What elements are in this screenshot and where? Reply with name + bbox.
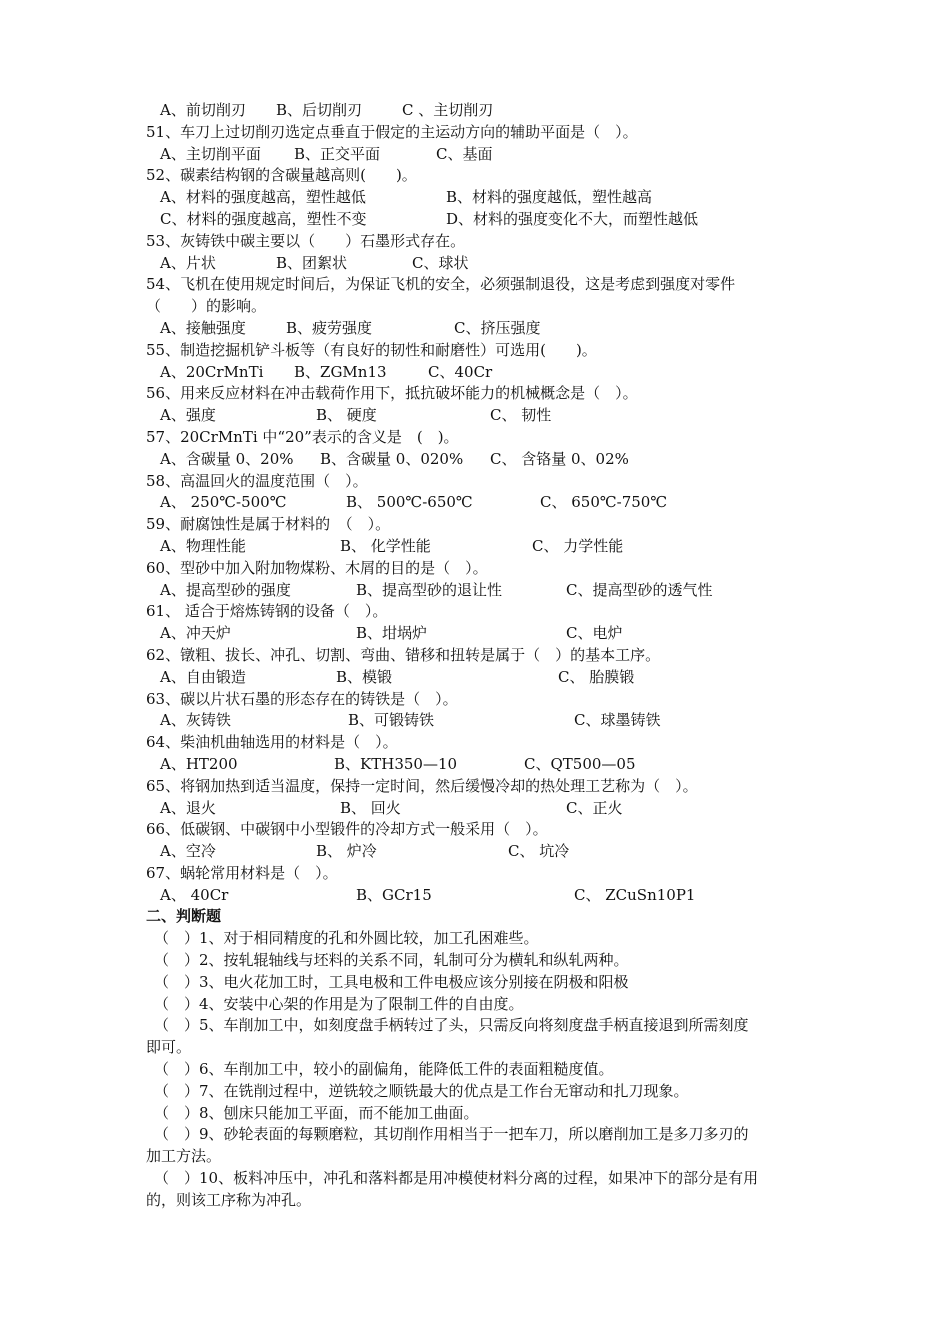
option: C、40Cr (428, 362, 493, 381)
option: B、可锻铸铁 (348, 711, 435, 730)
judgment-item: （ ）9、砂轮表面的每颗磨粒，其切削作用相当于一把车刀，所以磨削加工是多刀多刃的 (154, 1125, 749, 1144)
option: C、基面 (436, 144, 493, 163)
option: A、材料的强度越高，塑性越低 (160, 188, 366, 207)
option: B、 回火 (340, 798, 401, 817)
option: A、强度 (160, 406, 216, 425)
question-continuation: （ ）的影响。 (146, 297, 267, 316)
section-heading: 二、判断题 (146, 907, 222, 926)
option: C、 胎膜锻 (558, 667, 635, 686)
options-row (146, 405, 826, 427)
question: 56、用来反应材料在冲击载荷作用下，抵抗破坏能力的机械概念是（ ）。 (146, 384, 638, 403)
options-row (146, 318, 826, 340)
judgment-continuation: 即可。 (146, 1038, 192, 1057)
option: B、ZGMn13 (294, 362, 387, 381)
option: A、自由锻造 (160, 667, 246, 686)
option: B、 化学性能 (340, 536, 431, 555)
question: 58、高温回火的温度范围（ ）。 (146, 471, 368, 490)
option: A、HT200 (160, 754, 238, 773)
option: C、QT500—05 (524, 754, 636, 773)
option: B、团絮状 (276, 253, 348, 272)
option: A、 40Cr (160, 885, 229, 904)
judgment-item: （ ）10、板料冲压中，冲孔和落料都是用冲模使材料分离的过程，如果冲下的部分是有用 (154, 1169, 759, 1188)
option: A、 250℃-500℃ (160, 493, 287, 512)
options-row (146, 253, 826, 275)
options-row (146, 798, 826, 820)
question: 57、20CrMnTi 中“20”表示的含义是 ( )。 (146, 427, 459, 446)
judgment-continuation: 的，则该工序称为冲孔。 (146, 1190, 312, 1209)
options-row (146, 492, 826, 514)
option: B、 500℃-650℃ (346, 493, 473, 512)
option: A、片状 (160, 253, 216, 272)
option: B、 炉冷 (316, 842, 377, 861)
judgment-item: （ ）7、在铣削过程中，逆铣较之顺铣最大的优点是工作台无窜动和扎刀现象。 (154, 1081, 689, 1100)
option: B、提高型砂的退让性 (356, 580, 503, 599)
option: C、球状 (412, 253, 469, 272)
question: 60、型砂中加入附加物煤粉、木屑的目的是（ ）。 (146, 558, 488, 577)
option: C、提高型砂的透气性 (566, 580, 713, 599)
option: B、含碳量 0、020% (320, 449, 464, 468)
option: B、材料的强度越低，塑性越高 (446, 188, 653, 207)
option: B、GCr15 (356, 885, 432, 904)
options-row (146, 449, 826, 471)
option: C 、主切削刃 (402, 101, 494, 119)
question: 63、碳以片状石墨的形态存在的铸铁是（ ）。 (146, 689, 458, 708)
options-row (146, 667, 826, 689)
question: 51、车刀上过切削刃选定点垂直于假定的主运动方向的辅助平面是（ ）。 (146, 122, 638, 141)
options-row (146, 187, 826, 209)
option: B、 硬度 (316, 406, 377, 425)
option: C、材料的强度越高，塑性不变 (160, 209, 367, 228)
judgment-item: （ ）4、安装中心架的作用是为了限制工件的自由度。 (154, 994, 524, 1013)
question: 53、灰铸铁中碳主要以（ ）石墨形式存在。 (146, 231, 466, 250)
question: 65、将钢加热到适当温度，保持一定时间，然后缓慢冷却的热处理工艺称为（ ）。 (146, 776, 698, 795)
option: A、退火 (160, 798, 216, 817)
question: 55、制造挖掘机铲斗板等（有良好的韧性和耐磨性）可选用( )。 (146, 340, 597, 359)
question: 66、低碳钢、中碳钢中小型锻件的冷却方式一般采用（ ）。 (146, 820, 548, 839)
question: 64、柴油机曲轴选用的材料是（ ）。 (146, 733, 398, 752)
options-row (146, 754, 826, 776)
option: A、物理性能 (160, 536, 246, 555)
judgment-item: （ ）8、刨床只能加工平面，而不能加工曲面。 (154, 1103, 479, 1122)
question: 67、蜗轮常用材料是（ ）。 (146, 863, 338, 882)
options-row (146, 623, 826, 645)
judgment-item: （ ）3、电火花加工时，工具电极和工件电极应该分别接在阴极和阳极 (154, 972, 629, 991)
option: B、正交平面 (294, 144, 381, 163)
option: A、空冷 (160, 842, 216, 861)
option: C、 韧性 (490, 406, 552, 425)
question: 62、镦粗、拔长、冲孔、切割、弯曲、错移和扭转是属于（ ）的基本工序。 (146, 645, 661, 664)
judgment-continuation: 加工方法。 (146, 1147, 222, 1166)
option: C、 坑冷 (508, 842, 570, 861)
option: C、挤压强度 (454, 318, 541, 337)
option: A、冲天炉 (160, 624, 231, 643)
option: C、球墨铸铁 (574, 711, 661, 730)
option: C、 力学性能 (532, 536, 624, 555)
option: B、后切削刃 (276, 101, 363, 119)
option: A、前切削刃 (160, 101, 246, 119)
question-list (146, 100, 826, 1212)
option: A、提高型砂的强度 (160, 580, 291, 599)
options-row (146, 580, 826, 602)
question: 52、碳素结构钢的含碳量越高则( )。 (146, 166, 417, 185)
option: D、材料的强度变化不大，而塑性越低 (446, 209, 699, 228)
options-row (146, 209, 826, 231)
question: 59、耐腐蚀性是属于材料的 （ ）。 (146, 515, 391, 534)
judgment-item: （ ）5、车削加工中，如刻度盘手柄转过了头，只需反向将刻度盘手柄直接退到所需刻度 (154, 1016, 749, 1035)
options-row (146, 144, 826, 166)
option: A、20CrMnTi (160, 362, 264, 381)
options-row (146, 710, 826, 732)
option: B、坩埚炉 (356, 624, 428, 643)
options-row (146, 885, 826, 907)
option: B、KTH350—10 (334, 754, 458, 773)
options-row (146, 536, 826, 558)
options-row (146, 841, 826, 863)
judgment-item: （ ）2、按轧辊轴线与坯料的关系不同，轧制可分为横轧和纵轧两种。 (154, 951, 629, 970)
option: C、正火 (566, 798, 623, 817)
question: 54、飞机在使用规定时间后，为保证飞机的安全，必须强制退役，这是考虑到强度对零件 (146, 275, 736, 294)
option: C、电炉 (566, 624, 623, 643)
options-row (146, 100, 826, 122)
option: A、主切削平面 (160, 144, 261, 163)
question: 61、 适合于熔炼铸钢的设备（ ）。 (146, 602, 388, 621)
option: A、含碳量 0、20% (160, 449, 294, 468)
option: B、模锻 (336, 667, 393, 686)
option: C、 ZCuSn10P1 (574, 885, 696, 904)
option: C、 650℃-750℃ (540, 493, 668, 512)
option: B、疲劳强度 (286, 318, 373, 337)
options-row (146, 362, 826, 384)
judgment-item: （ ）1、对于相同精度的孔和外圆比较，加工孔困难些。 (154, 929, 539, 948)
option: A、接触强度 (160, 318, 246, 337)
option: A、灰铸铁 (160, 711, 231, 730)
option: C、 含铬量 0、02% (490, 449, 629, 468)
judgment-item: （ ）6、车削加工中，较小的副偏角，能降低工件的表面粗糙度值。 (154, 1060, 614, 1079)
